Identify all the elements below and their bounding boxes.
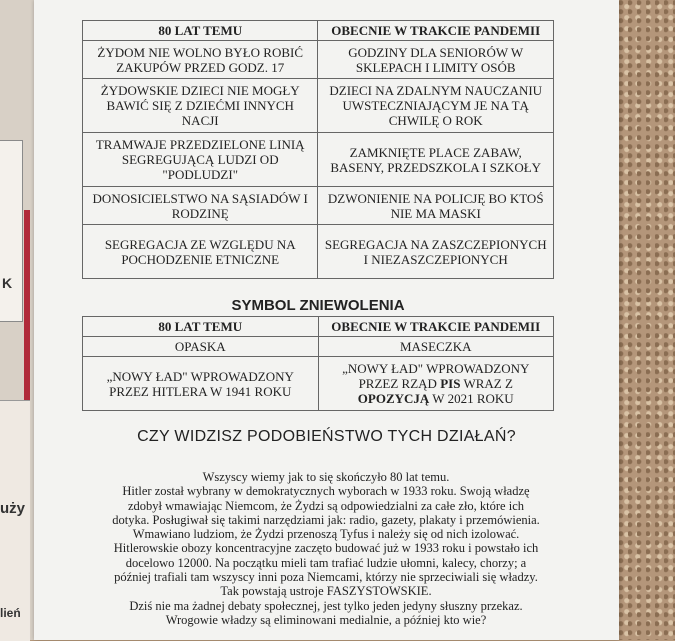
cell-past: OPASKA <box>83 337 319 357</box>
table-row <box>83 337 554 357</box>
cell-present: SEGREGACJA NA ZASZCZEPIONYCH I NIEZASZCZEPIONYCH <box>318 225 554 279</box>
body-line: Wszyscy wiemy jak to się skończyło 80 lat temu. <box>202 470 450 484</box>
header-pandemic: OBECNIE W TRAKCIE PANDEMII <box>318 21 554 41</box>
cell-text: „NOWY ŁAD" WPROWADZONY PRZEZ RZĄD <box>342 361 530 391</box>
body-line: Wmawiano ludziom, że Żydzi przenoszą Tyfus i należy się od nich izolować. <box>132 527 520 542</box>
body-line: docelowo 12000. Na początku mieli tam trafiać ludzie ułomni, kalecy, chorzy; a <box>125 555 527 570</box>
cell-present: DZIECI NA ZDALNYM NAUCZANIU UWSTECZNIAJĄCYM JE NA TĄ CHWILĘ O ROK <box>318 79 554 133</box>
body-line: dotyka. Posługiwał się takimi narzędziami jak: radio, gazety, plakaty i przemówienia. <box>112 512 540 527</box>
header-pandemic: OBECNIE W TRAKCIE PANDEMII <box>318 317 554 337</box>
body-text <box>76 470 576 627</box>
body-line: Hitlerowskie obozy koncentracyjne zaczęto budować już w 1933 roku i powstało ich <box>113 541 539 556</box>
body-line: zdobył wmawiając Niemcom, że Żydzi są odpowiedzialni za całe zło, które ich <box>127 498 525 513</box>
poster-red-stripe <box>24 210 30 410</box>
cell-text: W 2021 ROKU <box>429 391 514 406</box>
body-line: Dziś nie ma żadnej debaty społecznej, jest tylko jeden jedyny słuszny przekaz. <box>129 598 523 613</box>
table-header-row <box>83 317 554 337</box>
cell-past: DONOSICIELSTWO NA SĄSIADÓW I RODZINĘ <box>83 187 318 225</box>
table-row <box>83 357 554 411</box>
cell-past: ŻYDOM NIE WOLNO BYŁO ROBIĆ ZAKUPÓW PRZED GODZ. 17 <box>83 41 318 79</box>
body-line: później trafiali tam wszyscy inni poza Niemcami, którzy nie sprzeciwiali się władzy. <box>114 570 538 585</box>
cell-text: WRAZ Z <box>460 376 513 391</box>
body-line: Hitler został wybrany w demokratycznych wyborach w 1933 roku. Swoją władzę <box>122 484 530 499</box>
cell-past: „NOWY ŁAD" WPROWADZONY PRZEZ HITLERA W 1941 ROKU <box>83 357 319 411</box>
header-80-years-ago: 80 LAT TEMU <box>83 317 319 337</box>
table-row <box>83 41 554 79</box>
leaflet <box>34 0 619 640</box>
symbol-table <box>82 316 554 411</box>
table-row <box>83 133 554 187</box>
comparison-table <box>82 20 554 279</box>
emphasis: PIS <box>440 376 461 391</box>
cell-past: TRAMWAJE PRZEDZIELONE LINIĄ SEGREGUJĄCĄ LUDZI OD "PODLUDZI" <box>83 133 318 187</box>
left-poster <box>0 140 23 322</box>
cork-wall <box>619 0 675 640</box>
body-line: Wrogowie władzy są eliminowani medialnie, a później kto wie? <box>165 612 487 627</box>
table-row <box>83 225 554 279</box>
cell-present: DZWONIENIE NA POLICJĘ BO KTOŚ NIE MA MASKI <box>318 187 554 225</box>
question-heading: CZY WIDZISZ PODOBIEŃSTWO TYCH DZIAŁAŃ? <box>137 428 516 445</box>
table-header-row <box>83 21 554 41</box>
cell-present: MASECZKA <box>318 337 554 357</box>
emphasis: OPOZYCJĄ <box>357 391 430 406</box>
cell-present: GODZINY DLA SENIORÓW W SKLEPACH I LIMITY OSÓB <box>318 41 554 79</box>
section-title: SYMBOL ZNIEWOLENIA <box>231 297 405 314</box>
left-poster-lower <box>0 400 30 641</box>
cell-past: ŻYDOWSKIE DZIECI NIE MOGŁY BAWIĆ SIĘ Z DZIEĆMI INNYCH NACJI <box>83 79 318 133</box>
table-row <box>83 79 554 133</box>
cell-present: ZAMKNIĘTE PLACE ZABAW, BASENY, PRZEDSZKOLA I SZKOŁY <box>318 133 554 187</box>
left-poster-text: użу <box>0 500 26 517</box>
header-80-years-ago: 80 LAT TEMU <box>83 21 318 41</box>
cell-past: SEGREGACJA ZE WZGLĘDU NA POCHODZENIE ETNICZNE <box>83 225 318 279</box>
body-line: Tak powstają ustroje FASZYSTOWSKIE. <box>220 584 432 599</box>
left-poster-text: K <box>2 275 13 291</box>
left-poster-text: lień <box>0 606 21 620</box>
table-row <box>83 187 554 225</box>
cell-present <box>318 357 554 411</box>
